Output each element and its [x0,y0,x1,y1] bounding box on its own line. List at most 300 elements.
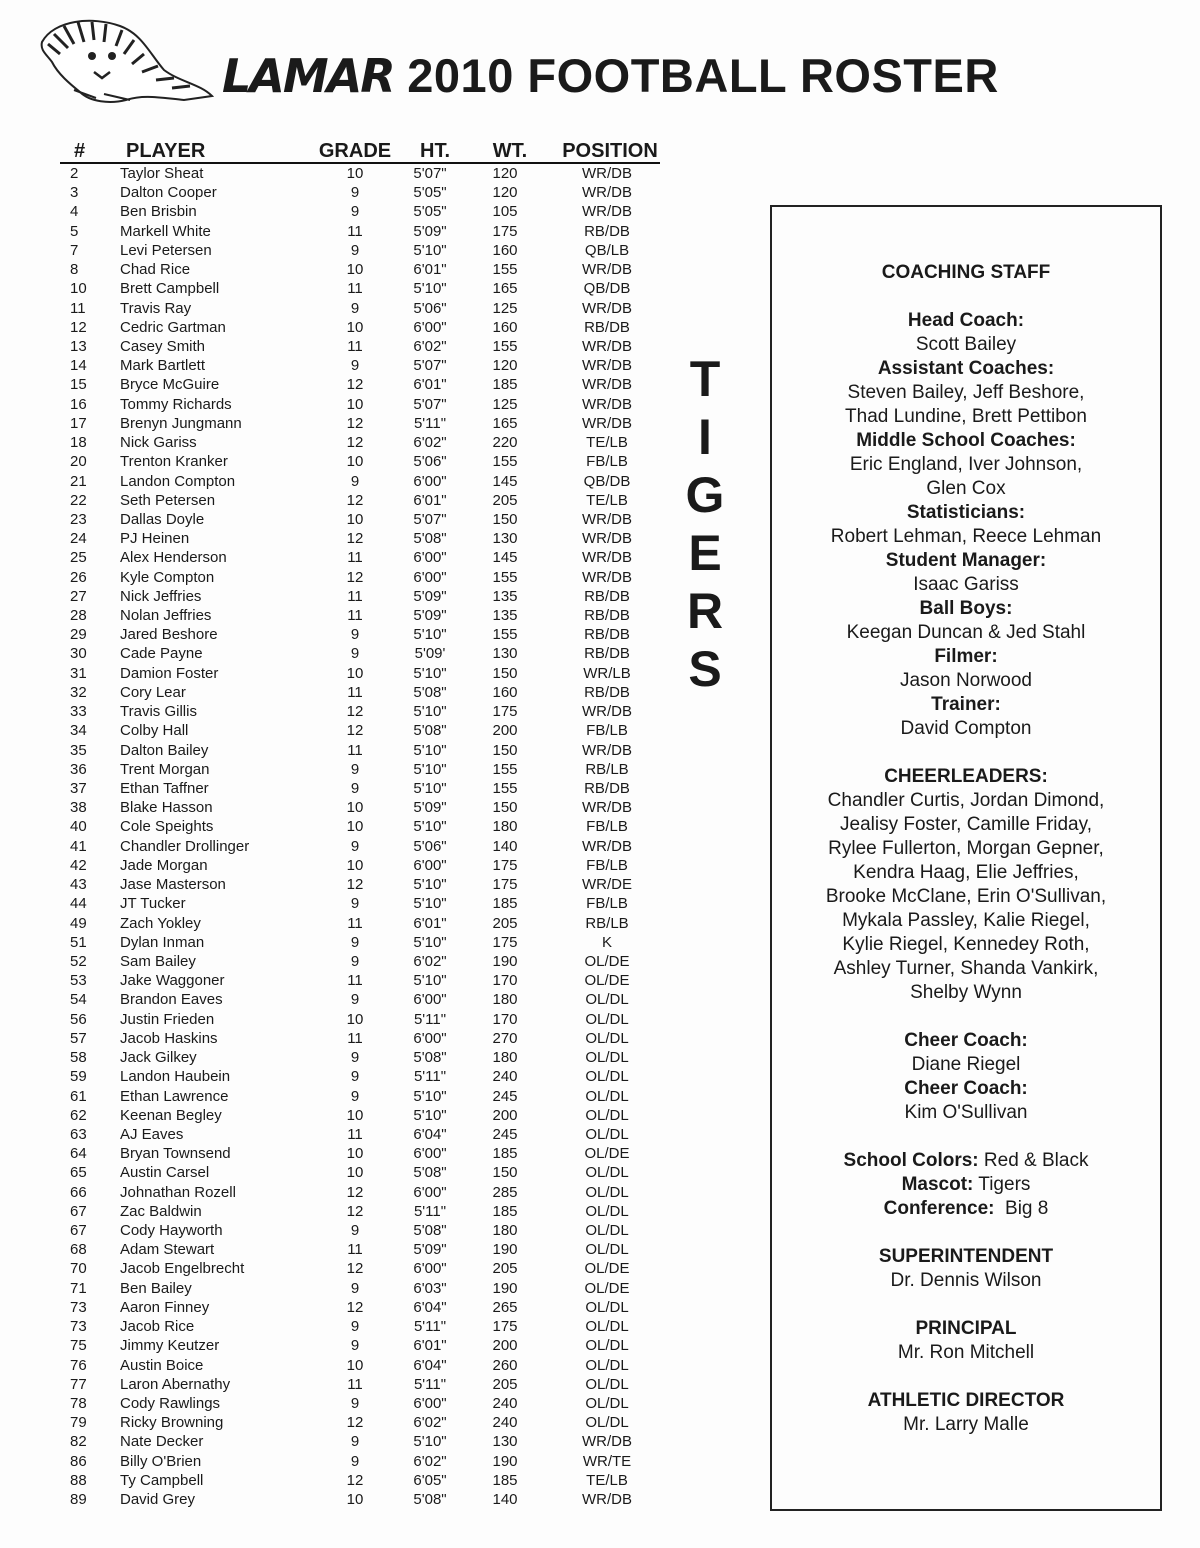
player-grade: 9 [350,472,360,490]
player-position: WR/DB [582,184,632,202]
table-row [60,472,660,491]
player-name: Cody Rawlings [120,1395,221,1412]
player-name: Travis Ray [120,299,192,317]
player-name: Trent Morgan [120,760,210,778]
player-height: 6'01" [413,491,447,509]
player-weight: 140 [492,837,518,855]
player-number: 67 [70,1222,87,1240]
player-position: RB/DB [584,587,630,605]
player-number: 18 [70,434,87,452]
player-weight: 175 [492,222,518,240]
table-row [60,1452,660,1471]
player-position: RB/LB [585,760,629,778]
player-number: 29 [70,626,87,644]
spacer [772,741,1160,765]
player-height: 6'00" [413,991,447,1009]
table-row [60,548,660,567]
player-grade: 12 [346,722,364,740]
player-weight: 180 [492,991,518,1009]
staff-heading: Cheer Coach: [904,1030,1028,1051]
player-weight: 175 [492,1318,518,1336]
table-row [60,202,660,221]
player-weight: 205 [492,914,518,932]
player-grade: 9 [350,933,360,951]
player-number: 77 [70,1375,87,1393]
player-number: 35 [70,741,87,759]
player-number: 10 [70,280,87,298]
player-name: Jared Beshore [120,626,218,644]
player-height: 6'00" [413,1395,447,1412]
player-number: 7 [70,241,79,259]
player-weight: 205 [492,491,518,509]
player-height: 5'08" [413,722,447,740]
player-weight: 175 [492,703,518,721]
player-position: RB/DB [584,626,630,644]
player-position: WR/DB [582,568,632,586]
player-name: Blake Hasson [120,799,213,817]
player-position: K [601,933,612,951]
player-height: 5'09" [413,587,447,605]
player-grade: 12 [346,1471,364,1489]
player-position: WR/DB [582,549,632,567]
player-grade: 9 [350,1318,360,1336]
player-position: OL/DE [584,1260,630,1278]
player-number: 8 [70,261,79,279]
player-position: OL/DL [585,1029,629,1047]
player-position: WR/DE [582,876,632,894]
player-name: AJ Eaves [120,1125,184,1143]
player-name: Dylan Inman [120,933,205,951]
player-grade: 11 [347,683,363,701]
player-name: Chad Rice [120,261,191,279]
player-grade: 9 [350,1452,360,1470]
player-position: WR/DB [582,261,632,279]
table-row [60,1298,660,1317]
player-height: 6'05" [413,1471,447,1489]
table-row [60,587,660,606]
player-weight: 135 [492,587,518,605]
table-row [60,779,660,798]
player-grade: 9 [350,1337,360,1355]
player-grade: 12 [346,1260,364,1278]
player-grade: 12 [346,1202,364,1220]
player-grade: 12 [346,703,364,721]
spacer [772,1221,1160,1245]
table-row [60,510,660,529]
player-name: Kyle Compton [120,568,215,586]
player-position: WR/DB [582,1491,632,1509]
player-grade: 10 [346,395,364,413]
player-grade: 11 [347,1029,363,1047]
player-name: Chandler Drollinger [120,837,250,855]
player-height: 6'00" [413,549,447,567]
player-grade: 11 [347,337,363,355]
player-name: Jacob Haskins [120,1029,218,1047]
player-height: 6'02" [413,434,447,452]
player-name: Cory Lear [120,683,186,701]
player-name: Nick Gariss [120,434,197,452]
player-position: RB/DB [584,318,630,336]
player-number: 14 [70,357,87,375]
player-weight: 240 [492,1414,518,1432]
player-grade: 9 [350,203,360,221]
player-number: 82 [70,1433,87,1451]
player-height: 5'08" [413,1491,447,1509]
player-position: OL/DL [585,1298,629,1316]
player-number: 5 [70,222,79,240]
player-grade: 10 [346,1491,364,1509]
table-row [60,952,660,971]
table-row [60,1163,660,1182]
tiger-mascot-logo [34,14,214,106]
player-position: RB/DB [584,607,630,625]
player-number: 51 [70,933,87,951]
player-name: Bryce McGuire [120,376,220,394]
player-height: 6'00" [413,1029,447,1047]
player-name: Jake Waggoner [120,972,225,990]
player-grade: 9 [350,184,360,202]
player-number: 42 [70,856,87,874]
player-grade: 10 [346,453,364,471]
staff-heading: COACHING STAFF [881,262,1051,283]
player-position: QB/LB [584,241,630,259]
player-number: 79 [70,1414,87,1432]
player-weight: 135 [492,607,518,625]
player-position: OL/DL [585,1222,629,1240]
player-position: TE/LB [586,434,628,452]
player-weight: 180 [492,818,518,836]
player-name: Laron Abernathy [120,1375,231,1393]
player-grade: 9 [350,357,360,375]
table-row [60,375,660,394]
player-position: RB/LB [585,914,629,932]
player-weight: 180 [492,1222,518,1240]
player-height: 5'06" [413,837,447,855]
player-height: 5'11" [413,1202,447,1220]
player-name: Colby Hall [120,722,189,740]
staff-line: Thad Lundine, Brett Pettibon [845,406,1087,427]
player-height: 5'10" [413,1087,447,1105]
player-grade: 10 [346,1145,364,1163]
player-position: OL/DE [584,1145,630,1163]
staff-line: Diane Riegel [911,1054,1021,1075]
player-weight: 205 [492,1260,518,1278]
table-row [60,529,660,548]
player-name: Casey Smith [120,337,206,355]
player-position: OL/DL [585,1106,629,1124]
table-row [60,1048,660,1067]
player-name: Zach Yokley [120,914,201,932]
player-number: 65 [70,1164,87,1182]
player-number: 53 [70,972,87,990]
player-name: Keenan Begley [120,1106,222,1124]
staff-heading: Assistant Coaches: [877,358,1055,379]
player-number: 21 [70,472,87,490]
staff-line: Robert Lehman, Reece Lehman [830,526,1102,547]
player-height: 5'10" [413,626,447,644]
staff-line: Kendra Haag, Elie Jeffries, [853,862,1079,883]
player-weight: 240 [492,1068,518,1086]
staff-line: David Compton [900,718,1032,739]
player-position: WR/DB [582,741,632,759]
player-height: 6'01" [413,914,447,932]
player-name: Trenton Kranker [120,453,228,471]
player-height: 5'07" [413,395,447,413]
staff-heading: Ball Boys: [919,598,1013,619]
player-number: 61 [70,1087,87,1105]
player-number: 38 [70,799,87,817]
player-weight: 165 [492,280,518,298]
player-grade: 9 [350,1433,360,1451]
table-row [60,433,660,452]
player-name: Jimmy Keutzer [120,1337,220,1355]
player-weight: 190 [492,1241,518,1259]
player-grade: 9 [350,299,360,317]
staff-heading: SUPERINTENDENT [878,1246,1054,1267]
player-position: FB/LB [586,722,628,740]
staff-heading: Trainer: [931,694,1001,715]
staff-line: Mr. Ron Mitchell [897,1342,1035,1363]
player-weight: 125 [492,395,518,413]
player-grade: 9 [350,895,360,913]
player-height: 5'10" [413,818,447,836]
player-number: 73 [70,1298,87,1316]
player-weight: 120 [492,357,518,375]
player-height: 6'02" [413,337,447,355]
player-weight: 130 [492,1433,518,1451]
staff-heading: Middle School Coaches: [856,430,1076,451]
player-height: 6'00" [413,568,447,586]
player-height: 6'01" [413,1337,447,1355]
table-row [60,971,660,990]
player-number: 20 [70,453,87,471]
player-position: OL/DE [584,952,630,970]
player-grade: 9 [350,241,360,259]
staff-line: Mykala Passley, Kalie Riegel, [842,910,1090,931]
player-weight: 145 [492,549,518,567]
player-position: OL/DE [584,1279,630,1297]
player-position: OL/DE [584,972,630,990]
player-grade: 10 [346,664,364,682]
staff-list [772,261,1160,1437]
player-grade: 10 [346,165,364,182]
player-name: Ben Bailey [120,1279,192,1297]
player-position: WR/LB [583,664,631,682]
player-name: Seth Petersen [120,491,216,509]
player-position: OL/DL [585,1010,629,1028]
player-height: 5'06" [413,453,447,471]
table-row [60,222,660,241]
player-grade: 12 [346,414,364,432]
player-height: 5'07" [413,510,447,528]
table-row [60,644,660,663]
player-position: WR/DB [582,299,632,317]
player-number: 23 [70,510,87,528]
player-weight: 175 [492,856,518,874]
player-number: 70 [70,1260,87,1278]
player-name: Ben Brisbin [120,203,197,221]
col-number-header: # [74,140,86,162]
player-name: Tommy Richards [120,395,232,413]
player-name: Zac Baldwin [120,1202,202,1220]
player-number: 59 [70,1068,87,1086]
player-number: 13 [70,337,87,355]
player-height: 5'07" [413,357,447,375]
player-position: RB/DB [584,780,630,797]
col-player-header: PLAYER [126,140,206,162]
player-number: 24 [70,530,87,548]
staff-line: Kylie Riegel, Kennedey Roth, [842,934,1090,955]
player-name: Dallas Doyle [120,510,205,528]
player-grade: 9 [350,626,360,644]
player-height: 5'10" [413,241,447,259]
player-number: 43 [70,876,87,894]
player-weight: 155 [492,568,518,586]
table-row [60,279,660,298]
staff-line: Scott Bailey [915,334,1017,355]
player-height: 6'03" [413,1279,447,1297]
staff-line: Steven Bailey, Jeff Beshore, [847,382,1085,403]
staff-heading: Student Manager: [885,550,1047,571]
staff-line [772,1149,1160,1173]
table-row [60,741,660,760]
table-row [60,760,660,779]
player-name: Landon Haubein [120,1068,231,1086]
player-position: RB/DB [584,645,630,663]
table-row [60,1067,660,1086]
player-number: 17 [70,414,87,432]
player-number: 32 [70,683,87,701]
player-name: PJ Heinen [120,530,190,548]
table-row [60,1202,660,1221]
player-name: Bryan Townsend [120,1145,231,1163]
table-row [60,1356,660,1375]
player-name: Ethan Lawrence [120,1087,229,1105]
player-number: 3 [70,184,79,202]
player-number: 34 [70,722,87,740]
table-row [60,395,660,414]
player-weight: 160 [492,241,518,259]
player-position: WR/DB [582,530,632,548]
player-number: 71 [70,1279,87,1297]
player-grade: 11 [347,741,363,759]
roster-header-row [60,140,660,164]
player-weight: 240 [492,1395,518,1412]
table-row [60,241,660,260]
player-number: 88 [70,1471,87,1489]
player-height: 5'10" [413,1106,447,1124]
player-position: OL/DL [585,991,629,1009]
player-number: 44 [70,895,87,913]
staff-line: Chandler Curtis, Jordan Dimond, [827,790,1105,811]
player-position: WR/DB [582,414,632,432]
player-grade: 11 [347,1375,363,1393]
player-weight: 190 [492,1279,518,1297]
player-grade: 12 [346,1414,364,1432]
spacer [772,1293,1160,1317]
player-name: Nick Jeffries [120,587,202,605]
player-grade: 10 [346,1164,364,1182]
player-grade: 9 [350,837,360,855]
table-row [60,702,660,721]
player-name: Billy O'Brien [120,1452,202,1470]
player-weight: 155 [492,337,518,355]
spacer [772,285,1160,309]
player-position: WR/DB [582,1433,632,1451]
player-position: WR/DB [582,395,632,413]
tigers-letter: S [688,641,722,697]
info-value: Red & Black [978,1150,1089,1171]
player-weight: 180 [492,1049,518,1067]
player-position: TE/LB [586,1471,628,1489]
staff-heading: Cheer Coach: [904,1078,1028,1099]
player-name: Jacob Engelbrecht [120,1260,245,1278]
player-grade: 10 [346,510,364,528]
player-name: David Grey [120,1491,196,1509]
info-value: Big 8 [994,1198,1049,1219]
player-height: 6'01" [413,376,447,394]
staff-heading: Statisticians: [906,502,1026,523]
player-weight: 155 [492,261,518,279]
col-weight-header: WT. [492,140,528,162]
player-height: 5'10" [413,741,447,759]
player-grade: 12 [346,1183,364,1201]
player-grade: 10 [346,1356,364,1374]
player-weight: 165 [492,414,518,432]
player-height: 5'09" [413,799,447,817]
player-height: 5'08" [413,530,447,548]
player-grade: 11 [347,587,363,605]
player-weight: 285 [492,1183,518,1201]
info-label: Conference: [883,1198,995,1219]
player-grade: 10 [346,856,364,874]
player-number: 26 [70,568,87,586]
player-position: OL/DL [585,1375,629,1393]
table-row [60,1240,660,1259]
table-row [60,414,660,433]
player-height: 5'11" [413,1318,447,1336]
player-grade: 9 [350,760,360,778]
table-row [60,491,660,510]
player-number: 86 [70,1452,87,1470]
player-name: Nolan Jeffries [120,607,212,625]
roster-table [60,140,660,1509]
player-number: 56 [70,1010,87,1028]
player-height: 5'10" [413,703,447,721]
spacer [772,1365,1160,1389]
player-height: 5'08" [413,1222,447,1240]
player-name: Jase Masterson [120,876,226,894]
player-height: 6'00" [413,318,447,336]
staff-line: Kim O'Sullivan [904,1102,1028,1123]
player-weight: 155 [492,780,518,797]
player-grade: 12 [346,530,364,548]
spacer [772,1005,1160,1029]
player-name: Brett Campbell [120,280,220,298]
player-name: Jacob Rice [120,1318,195,1336]
player-name: Dalton Cooper [120,184,217,202]
player-position: WR/DB [582,357,632,375]
spacer [772,1125,1160,1149]
player-height: 5'11" [413,1010,447,1028]
table-row [60,164,660,183]
player-position: OL/DL [585,1356,629,1374]
table-row [60,894,660,913]
player-number: 25 [70,549,87,567]
table-row [60,798,660,817]
player-number: 37 [70,780,87,797]
player-number: 49 [70,914,87,932]
